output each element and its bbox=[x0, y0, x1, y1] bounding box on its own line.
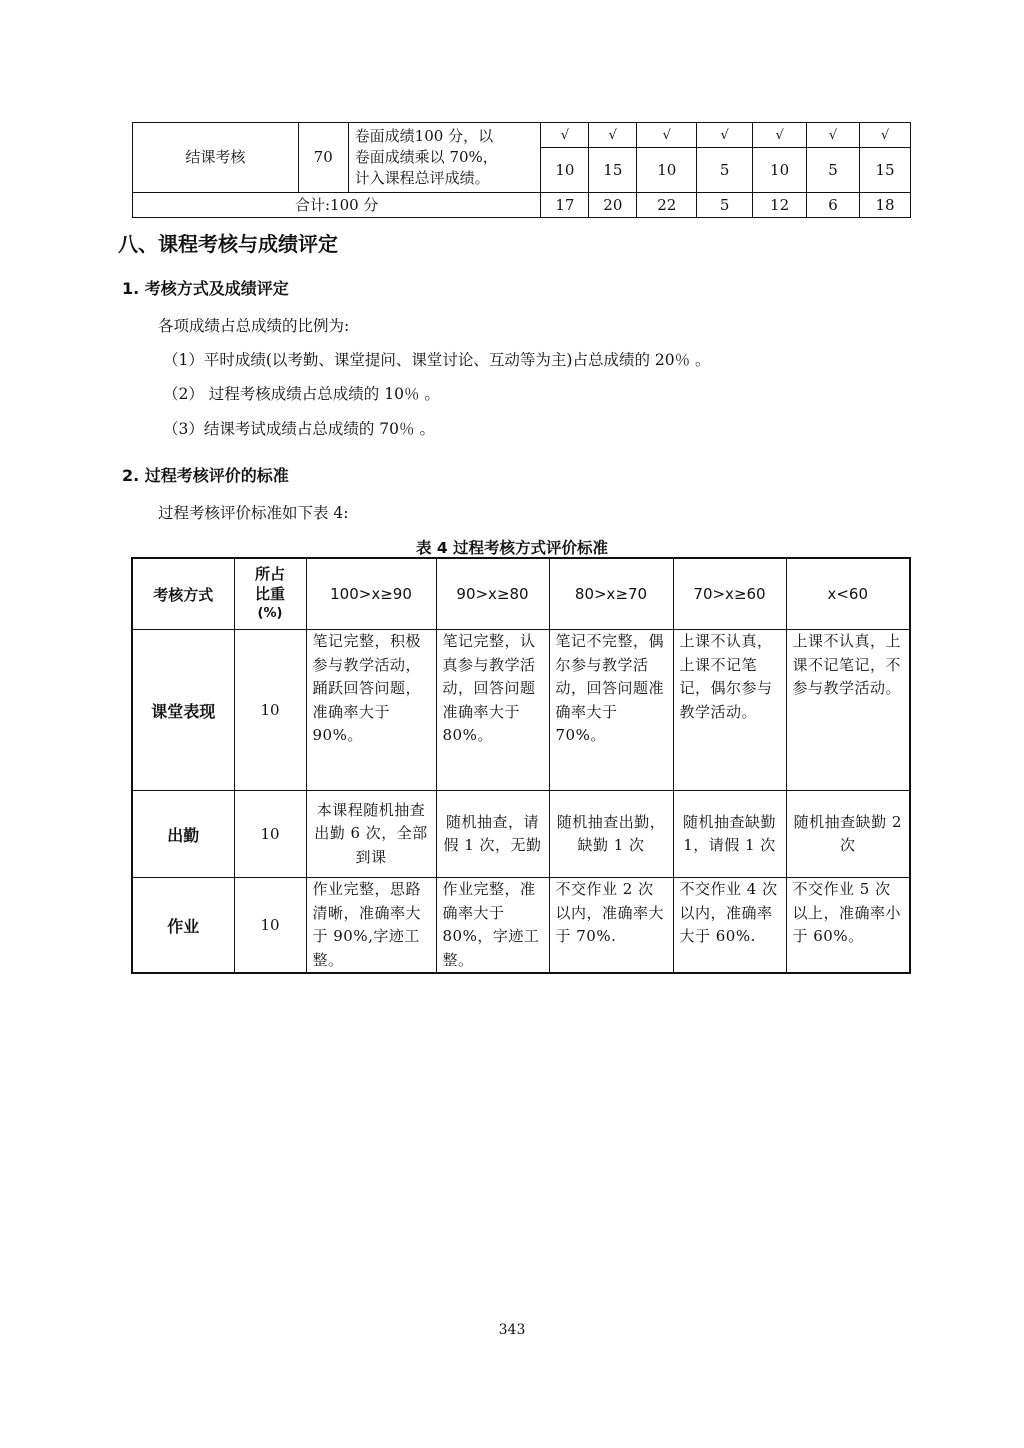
row-label: 出勤 bbox=[132, 791, 234, 878]
criteria-cell: 不交作业 5 次以上，准确率小于 60%。 bbox=[786, 878, 910, 974]
check-mark: √ bbox=[807, 123, 860, 148]
header-cell: x<60 bbox=[786, 558, 910, 630]
score-distribution-table bbox=[132, 122, 911, 218]
description-cell bbox=[348, 123, 541, 193]
list-item: （3）结课考试成绩占总成绩的 70％ 。 bbox=[163, 420, 435, 438]
check-mark: √ bbox=[859, 123, 910, 148]
check-mark: √ bbox=[589, 123, 637, 148]
score-cell: 10 bbox=[753, 148, 807, 193]
criteria-cell: 作业完整，准确率大于 80%，字迹工整。 bbox=[436, 878, 549, 974]
total-cell: 17 bbox=[541, 193, 589, 218]
header-cell: 90>x≥80 bbox=[436, 558, 549, 630]
check-mark: √ bbox=[697, 123, 753, 148]
description-line: 卷面成绩100 分，以 bbox=[354, 127, 494, 145]
header-cell: 考核方式 bbox=[132, 558, 234, 630]
row-label: 作业 bbox=[132, 878, 234, 974]
score-cell: 15 bbox=[859, 148, 910, 193]
total-cell: 18 bbox=[859, 193, 910, 218]
weight-cell: 10 bbox=[234, 878, 306, 974]
weight-cell: 10 bbox=[234, 630, 306, 791]
header-weight-line: 所占 bbox=[254, 565, 285, 583]
criteria-cell: 随机抽查出勤，缺勤 1 次 bbox=[549, 791, 673, 878]
table-caption: 表 4 过程考核方式评价标准 bbox=[415, 539, 609, 557]
header-cell: 100>x≥90 bbox=[306, 558, 436, 630]
criteria-cell: 随机抽查，请假 1 次，无勤 bbox=[436, 791, 549, 878]
score-cell: 10 bbox=[541, 148, 589, 193]
check-mark: √ bbox=[541, 123, 589, 148]
header-weight-line: 比重 bbox=[254, 585, 285, 603]
row-label: 课堂表现 bbox=[132, 630, 234, 791]
list-item: （2） 过程考核成绩占总成绩的 10％ 。 bbox=[163, 385, 440, 403]
total-cell: 20 bbox=[589, 193, 637, 218]
subsection-heading-1: 1. 考核方式及成绩评定 bbox=[122, 279, 289, 298]
criteria-cell: 上课不认真，上课不记笔记，偶尔参与教学活动。 bbox=[673, 630, 786, 791]
criteria-cell: 笔记完整，认真参与教学活动，回答问题准确率大于 80%。 bbox=[436, 630, 549, 791]
row-label-final-exam: 结课考核 bbox=[133, 123, 299, 193]
criteria-cell: 不交作业 2 次以内，准确率大于 70%. bbox=[549, 878, 673, 974]
total-cell: 5 bbox=[697, 193, 753, 218]
total-cell: 22 bbox=[637, 193, 697, 218]
subsection-heading-2: 2. 过程考核评价的标准 bbox=[122, 466, 289, 485]
criteria-cell: 上课不认真，上课不记笔记，不参与教学活动。 bbox=[786, 630, 910, 791]
weight-cell: 10 bbox=[234, 791, 306, 878]
criteria-cell: 随机抽查缺勤 1，请假 1 次 bbox=[673, 791, 786, 878]
check-mark: √ bbox=[637, 123, 697, 148]
list-item: （1）平时成绩(以考勤、课堂提问、课堂讨论、互动等为主)占总成绩的 20％ 。 bbox=[163, 351, 711, 369]
paragraph-intro: 过程考核评价标准如下表 4: bbox=[158, 504, 349, 522]
description-line: 计入课程总评成绩。 bbox=[354, 169, 490, 187]
score-cell: 5 bbox=[697, 148, 753, 193]
total-cell: 6 bbox=[807, 193, 860, 218]
description-line: 卷面成绩乘以 70%， bbox=[354, 148, 498, 166]
score-cell: 10 bbox=[637, 148, 697, 193]
total-label: 合计:100 分 bbox=[133, 193, 541, 218]
header-weight-line: (%) bbox=[257, 606, 283, 621]
section-heading: 八、课程考核与成绩评定 bbox=[118, 232, 338, 256]
criteria-cell: 本课程随机抽查出勤 6 次，全部到课 bbox=[306, 791, 436, 878]
criteria-cell: 笔记不完整，偶尔参与教学活动，回答问题准确率大于 70%。 bbox=[549, 630, 673, 791]
header-cell-weight bbox=[234, 558, 306, 630]
criteria-cell: 作业完整，思路清晰，准确率大于 90%,字迹工整。 bbox=[306, 878, 436, 974]
criteria-cell: 随机抽查缺勤 2 次 bbox=[786, 791, 910, 878]
score-cell: 15 bbox=[589, 148, 637, 193]
page-number: 343 bbox=[498, 1322, 526, 1338]
check-mark: √ bbox=[753, 123, 807, 148]
score-cell: 5 bbox=[807, 148, 860, 193]
evaluation-standard-table bbox=[131, 557, 911, 974]
criteria-cell: 笔记完整，积极参与教学活动，踊跃回答问题，准确率大于 90%。 bbox=[306, 630, 436, 791]
header-cell: 80>x≥70 bbox=[549, 558, 673, 630]
total-cell: 12 bbox=[753, 193, 807, 218]
criteria-cell: 不交作业 4 次以内，准确率大于 60%. bbox=[673, 878, 786, 974]
paragraph-intro: 各项成绩占总成绩的比例为: bbox=[158, 317, 350, 335]
weight-cell: 70 bbox=[298, 123, 348, 193]
header-cell: 70>x≥60 bbox=[673, 558, 786, 630]
